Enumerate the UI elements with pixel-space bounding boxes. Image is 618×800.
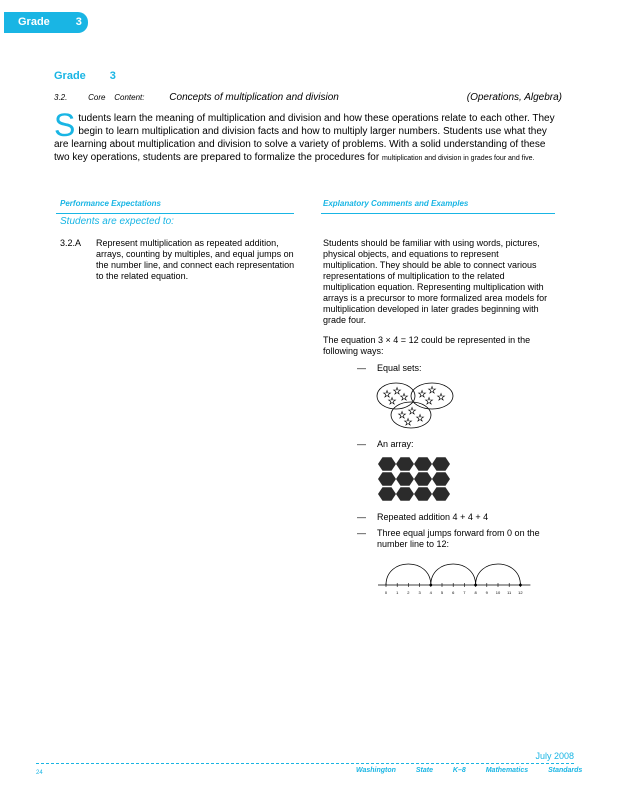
tab-grade-word: Grade — [18, 16, 50, 28]
number-line-tick-label: 6 — [452, 590, 455, 595]
right-column-header: Explanatory Comments and Examples — [323, 199, 469, 208]
drop-cap: S — [54, 107, 76, 143]
star-icon: ★ — [393, 387, 402, 397]
grade-heading-num: 3 — [109, 70, 116, 82]
number-line-tick-label: 2 — [407, 590, 410, 595]
bullet-equal-sets: Equal sets: — [377, 363, 422, 373]
hexagon-icon — [378, 487, 396, 500]
jump-endpoint — [519, 584, 522, 587]
footer-rule — [36, 763, 574, 764]
bullet-number-line: Three equal jumps forward from 0 on the number line to 12: — [377, 528, 540, 549]
star-icon: ★ — [404, 418, 413, 428]
right-column-rule — [321, 213, 555, 214]
page-number: 24 — [36, 770, 43, 776]
star-icon: ★ — [437, 393, 446, 403]
number-line-tick-label: 9 — [485, 590, 488, 595]
grade-heading-word: Grade — [54, 70, 86, 82]
expectation-text: Represent multiplication as repeated addition, arrays, counting by multiples, and equal jumps on the number line, and connect each representation to the related equation. — [96, 238, 295, 281]
bullet-repeated-addition: Repeated addition 4 + 4 + 4 — [377, 512, 489, 522]
star-icon: ★ — [418, 390, 427, 400]
content-label: Content: — [114, 93, 145, 102]
hexagon-icon — [378, 472, 396, 485]
array-figure — [378, 456, 458, 506]
hexagon-icon — [414, 457, 432, 470]
bullet-dash-1: — — [357, 363, 366, 373]
hexagon-icon — [432, 457, 450, 470]
hexagon-icon — [378, 457, 396, 470]
number-line-tick-label: 5 — [440, 590, 444, 595]
footer-date: July 2008 — [535, 751, 574, 761]
intro-small-text: multiplication and division in grades four and five. — [381, 155, 535, 162]
hexagon-icon — [396, 457, 414, 470]
number-line-tick-label: 3 — [418, 590, 421, 595]
core-label: Core — [88, 93, 106, 102]
number-line-tick-label: 11 — [507, 590, 512, 595]
grade-heading — [54, 70, 116, 82]
footer-title: Washington State K–8 Mathematics Standards — [356, 767, 583, 774]
expectation-code: 3.2.A — [60, 238, 82, 248]
hexagon-icon — [414, 487, 432, 500]
bullet-dash-4: — — [357, 528, 366, 538]
core-content-line — [54, 92, 562, 103]
equal-sets-figure — [376, 378, 456, 432]
core-strand: (Operations, Algebra) — [466, 92, 562, 103]
students-expected-label: Students are expected to: — [60, 216, 174, 227]
comments-paragraph-1: Students should be familiar with using words, pictures, physical objects, and equations to represent multiplication. They should be able to connect various representations of multiplication to the related multiplication equation. Representing multiplication with arrays is a precursor to more formalized area models for multiplication developed in later grades beginning with grade four. — [323, 238, 548, 325]
number-line-tick-label: 4 — [429, 590, 432, 595]
number-line-tick-label: 7 — [463, 590, 466, 595]
bullet-array: An array: — [377, 439, 414, 449]
bullet-dash-2: — — [357, 439, 366, 449]
hexagon-icon — [432, 472, 450, 485]
left-column-header: Performance Expectations — [60, 199, 161, 208]
number-line-tick-label: 10 — [495, 590, 501, 595]
core-title: Concepts of multiplication and division — [169, 92, 339, 103]
comments-paragraph-2: The equation 3 × 4 = 12 could be represented in the following ways: — [323, 335, 531, 356]
hexagon-icon — [432, 487, 450, 500]
core-code: 3.2. — [54, 93, 68, 102]
tab-grade-num: 3 — [75, 16, 82, 28]
star-icon: ★ — [398, 411, 407, 421]
star-icon: ★ — [400, 393, 409, 403]
number-line-figure — [376, 548, 532, 600]
hexagon-icon — [396, 487, 414, 500]
intro-text: tudents learn the meaning of multiplication and division and how these operations relate to each other. They begin to learn multiplication and division facts and how to multiply larger numbers. Students use what they are learning about multiplication and division to solve a variety of problems. With a solid understanding of these two key operations, students are prepared to formalize the procedures for — [54, 113, 555, 163]
hexagon-icon — [414, 472, 432, 485]
left-column-rule — [56, 213, 294, 214]
number-line-tick-label: 12 — [518, 590, 523, 595]
star-icon: ★ — [408, 407, 417, 417]
star-icon: ★ — [383, 390, 392, 400]
number-line-tick-label: 0 — [384, 590, 388, 595]
grade-tab — [4, 12, 88, 33]
star-icon: ★ — [428, 386, 437, 396]
intro-paragraph — [54, 107, 562, 165]
hexagon-icon — [396, 472, 414, 485]
number-line-tick-label: 1 — [396, 590, 399, 595]
star-icon: ★ — [425, 397, 434, 407]
number-line-tick-label: 8 — [474, 590, 477, 595]
bullet-dash-3: — — [357, 512, 366, 522]
jump-arc — [386, 564, 431, 585]
star-icon: ★ — [388, 397, 397, 407]
star-icon: ★ — [416, 414, 425, 424]
jump-arc — [476, 564, 521, 585]
jump-arc — [431, 564, 476, 585]
